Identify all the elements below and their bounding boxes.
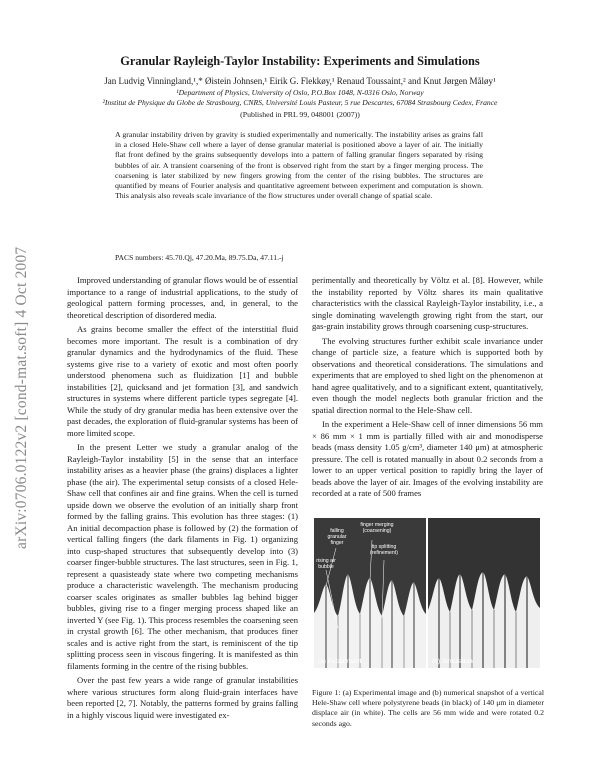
paragraph: In the experiment a Hele-Shaw cell of inner dimensions 56 mm × 86 mm × 1 mm is partially filled with air and monodisperse beads (mass density 1.05 g/cm³, diameter 140 μm) at atmospheric pressure. The cell is rotated manually in about 0.2 seconds from a lower to an upper vertical position to rapidly bring the layer of beads above the layer of air. Images of the evolving instability are recorded at a rate of 500 frames bbox=[312, 419, 543, 498]
paragraph: perimentally and theoretically by Völtz et al. [8]. However, while the instability reported by Völtz shares its main qualitative characteristics with the classical Rayleigh-Taylor instability, i.e., a single dominating wavelength growing right from the start, our gas-grain instability grows through coarsening cusp-structures. bbox=[312, 275, 543, 331]
publication-info: (Published in PRL 99, 048001 (2007)) bbox=[240, 110, 360, 119]
paragraph: Over the past few years a wide range of granular instabilities where various structures form along fluid-grain interfaces have been reported [2, 7]. Notably, the patterns formed by grains falling in a highly viscous liquid were investigated ex- bbox=[67, 675, 298, 720]
paragraph: As grains become smaller the effect of the interstitial fluid becomes more important. The result is a combination of dry granular dynamics and the hydrodynamics of the fluid. These systems give rise to a variety of exotic and most often poorly understood phenomena such as fluidization [1] and bubble instabilities [2], quicksand and jet formation [3], and sandwich structures in systems where different particle types segregate [4]. While the study of dry granular media has been extensive over the past decades, the exploration of fluid-granular systems has been of more limited scope. bbox=[67, 324, 298, 438]
paragraph: The evolving structures further exhibit scale invariance under change of particle size, a feature which is supported both by observations and theoretical considerations. The simulations and experiments that are employed to shed light on the phenomenon at hand agree qualitatively, and to a significant extent, quantitatively, even though the model neglects both granular friction and the spatial direction normal to the Hele-Shaw cell. bbox=[312, 335, 543, 415]
abstract: A granular instability driven by gravity is studied experimentally and numerically. The instability arises as grains fall in a closed Hele-Shaw cell where a layer of dense granular material is positioned above a layer of air. The initially flat front defined by the grains subsequently develops into a pattern of falling granular fingers separated by rising bubbles of air. A transient coarsening of the front is observed right from the start by a finger merging process. The coarsening is later stabilized by new fingers growing from the center of the rising bubbles. The structures are quantified by means of Fourier analysis and quantitative agreement between experiment and computation is shown. This analysis also reveals scale invariance of the flow structures under overall change of spatial scale. bbox=[115, 130, 483, 201]
author-list: Jan Ludvig Vinningland,¹,* Øistein Johnsen,¹ Eirik G. Flekkøy,¹ Renaud Toussaint,² and Knut Jørgen Måløy¹ bbox=[104, 76, 496, 86]
pacs-numbers: PACS numbers: 45.70.Qj, 47.20.Ma, 89.75.Da, 47.11.-j bbox=[115, 253, 284, 262]
callout-falling-finger: falling granular finger bbox=[327, 528, 347, 546]
callout-rising-bubble: rising air bubble bbox=[316, 558, 336, 570]
figure-caption: Figure 1: (a) Experimental image and (b) numerical snapshot of a vertical Hele-Shaw cell where polystyrene beads (in black) of 140 μm in diameter displace air (in white). The cells are 56 mm wide and were rotated 0.2 seconds ago. bbox=[312, 688, 544, 728]
figure-panel-simulation bbox=[428, 518, 540, 668]
panel-b-label: (b) Simulation bbox=[432, 658, 473, 665]
body-column-left bbox=[67, 275, 298, 724]
callout-finger-merging: finger merging (coarsening) bbox=[360, 522, 394, 534]
affiliation-1: ¹Department of Physics, University of Oslo, P.O.Box 1048, N-0316 Oslo, Norway bbox=[176, 88, 424, 97]
paper-title: Granular Rayleigh-Taylor Instability: Experiments and Simulations bbox=[120, 54, 480, 68]
figure-1 bbox=[314, 518, 540, 668]
arxiv-identifier: arXiv:0706.0122v2 [cond-mat.soft] 4 Oct 2007 bbox=[13, 246, 30, 549]
paragraph: Improved understanding of granular flows would be of essential importance to a range of industrial applications, to the study of geological pattern forming processes, and, in general, to the theoretical description of disordered media. bbox=[67, 275, 298, 320]
callout-tip-splitting: tip splitting (refinement) bbox=[370, 544, 398, 556]
figure-panel-experiment bbox=[314, 518, 426, 668]
simulation-image bbox=[428, 518, 540, 668]
paragraph: In the present Letter we study a granular analog of the Rayleigh-Taylor instability [5] in the sense that an interface instability arises as a heavier phase (the grains) displaces a lighter phase (the air). The experimental setup consists of a closed Hele-Shaw cell that confines air and fine grains. When the cell is turned upside down we observe the evolution of an initially sharp front formed by the falling grains. This evolution has three stages: (1) An initial decompaction phase is followed by (2) the formation of vertical falling fingers (the dark filaments in Fig. 1) organizing into cusp-shaped structures that subsequently develop into (3) coarser finger-bubble structures. The last structures, seen in Fig. 1, represent a quasisteady state where two competing mechanisms produce a characteristic wavelength. The mechanism producing coarser scales originates as smaller bubbles lag behind bigger bubbles, giving rise to a finger merging process shaped like an inverted Y (see Fig. 1). This process resembles the coarsening seen in crystal growth [6]. The other mechanism, that produces finer scales and is active right from the start, is reminiscent of the tip splitting process seen in viscous fingering. It is manifested as thin filaments forming in the centre of the rising bubbles. bbox=[67, 442, 298, 671]
body-column-right bbox=[312, 275, 543, 503]
affiliation-2: ²Institut de Physique du Globe de Strasbourg, CNRS, Université Louis Pasteur, 5 rue Descartes, 67084 Strasbourg Cedex, France bbox=[102, 98, 498, 107]
panel-a-label: (a) Experiment bbox=[318, 658, 362, 665]
